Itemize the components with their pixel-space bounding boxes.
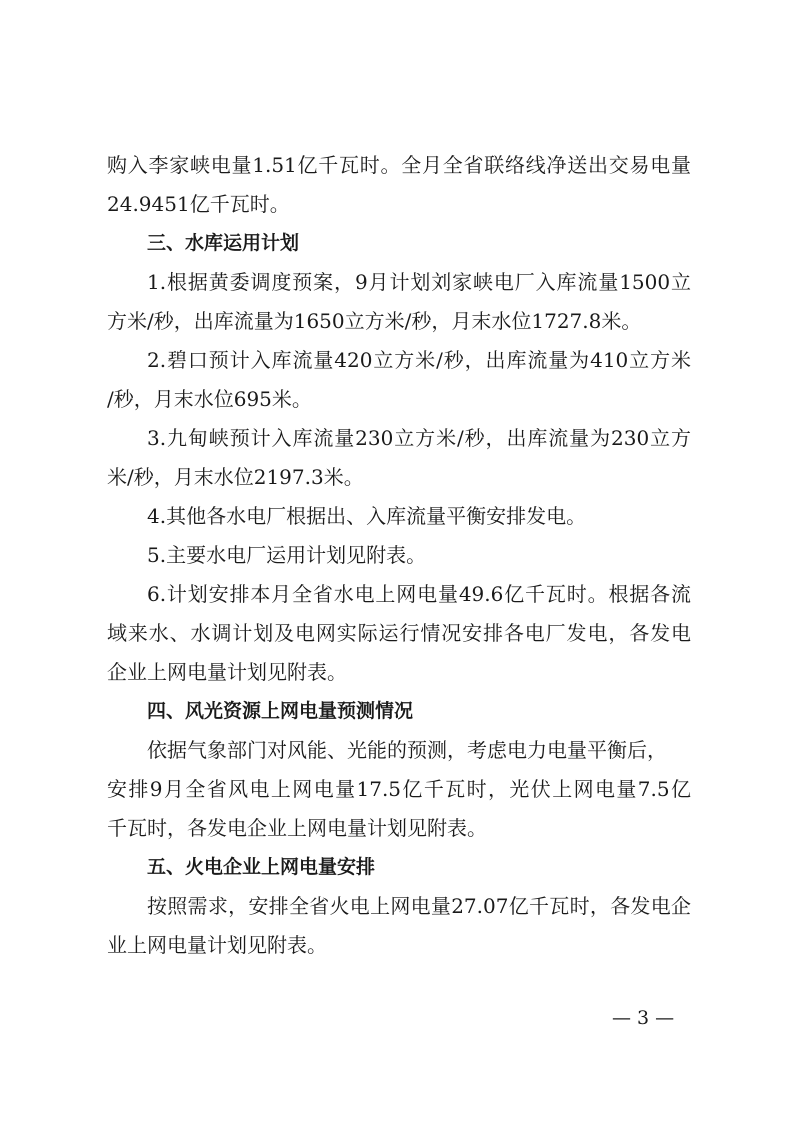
paragraph-line: 4.其他各水电厂根据出、入库流量平衡安排发电。 — [147, 504, 587, 528]
paragraph-line: 按照需求，安排全省火电上网电量27.07亿千瓦时，各发电企 — [147, 894, 691, 918]
paragraph-line: 依据气象部门对风能、光能的预测，考虑电力电量平衡后， — [147, 738, 667, 762]
paragraph-line: 购入李家峡电量1.51亿千瓦时。全月全省联络线净送出交易电量 — [107, 153, 691, 177]
paragraph-line: 24.9451亿千瓦时。 — [107, 192, 290, 216]
paragraph-line: 2.碧口预计入库流量420立方米/秒，出库流量为410立方米 — [147, 348, 691, 372]
paragraph-line: 5.主要水电厂运用计划见附表。 — [147, 543, 427, 567]
page-number: — 3 — — [612, 1007, 675, 1029]
paragraph-line: 域来水、水调计划及电网实际运行情况安排各电厂发电，各发电 — [107, 621, 691, 645]
document-body — [107, 146, 691, 965]
paragraph-line: 1.根据黄委调度预案，9月计划刘家峡电厂入库流量1500立 — [147, 270, 691, 294]
paragraph-line: 业上网电量计划见附表。 — [107, 933, 327, 957]
section-heading-reservoir-plan: 三、水库运用计划 — [147, 232, 300, 254]
paragraph-line: 3.九甸峡预计入库流量230立方米/秒，出库流量为230立方 — [147, 426, 691, 450]
paragraph-line: /秒，月末水位695米。 — [107, 387, 312, 411]
paragraph-line: 千瓦时，各发电企业上网电量计划见附表。 — [107, 816, 487, 840]
paragraph-line: 方米/秒，出库流量为1650立方米/秒，月末水位1727.8米。 — [107, 309, 642, 333]
paragraph-line: 安排9月全省风电上网电量17.5亿千瓦时，光伏上网电量7.5亿 — [107, 777, 691, 801]
section-heading-thermal-power: 五、火电企业上网电量安排 — [147, 856, 376, 878]
paragraph-line: 企业上网电量计划见附表。 — [107, 660, 347, 684]
section-heading-wind-solar-forecast: 四、风光资源上网电量预测情况 — [147, 700, 414, 722]
paragraph-line: 米/秒，月末水位2197.3米。 — [107, 465, 364, 489]
paragraph-line: 6.计划安排本月全省水电上网电量49.6亿千瓦时。根据各流 — [147, 582, 691, 606]
